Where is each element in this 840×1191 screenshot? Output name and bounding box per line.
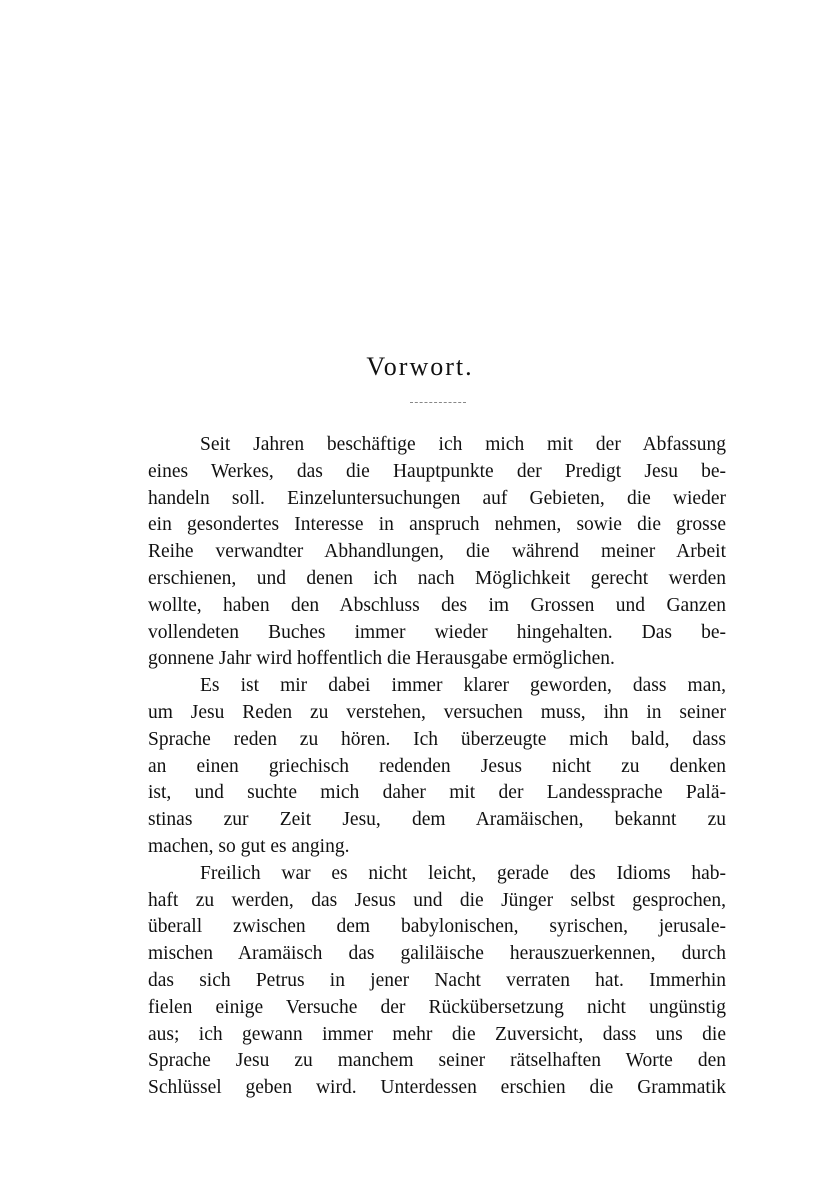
text-line: überall zwischen dem babylonischen, syrischen, jerusale- bbox=[148, 916, 726, 938]
text-line: Es ist mir dabei immer klarer geworden, dass man, bbox=[200, 675, 726, 697]
chapter-heading: Vorwort. bbox=[366, 352, 474, 381]
text-line: fielen einige Versuche der Rückübersetzung nicht ungünstig bbox=[148, 996, 726, 1018]
text-line: Sprache Jesu zu manchem seiner rätselhaften Worte den bbox=[148, 1050, 726, 1072]
text-line: mischen Aramäisch das galiläische herauszuerkennen, durch bbox=[148, 943, 726, 965]
text-line: Sprache reden zu hören. Ich überzeugte mich bald, dass bbox=[148, 728, 726, 750]
paragraph-3 bbox=[148, 861, 726, 1102]
paragraph-1 bbox=[148, 432, 726, 673]
text-line: ist, und suchte mich daher mit der Landessprache Palä- bbox=[148, 782, 726, 804]
text-line: eines Werkes, das die Hauptpunkte der Predigt Jesu be- bbox=[148, 460, 726, 482]
text-line: vollendeten Buches immer wieder hingehalten. Das be- bbox=[148, 621, 726, 643]
text-line: erschienen, und denen ich nach Möglichkeit gerecht werden bbox=[148, 567, 726, 589]
text-line: das sich Petrus in jener Nacht verraten hat. Immerhin bbox=[148, 969, 726, 991]
text-line: machen, so gut es anging. bbox=[148, 835, 350, 857]
body-text bbox=[148, 432, 726, 1102]
paragraph-2 bbox=[148, 673, 726, 861]
text-line: Seit Jahren beschäftige ich mich mit der Abfassung bbox=[200, 434, 726, 455]
text-line: Reihe verwandter Abhandlungen, die während meiner Arbeit bbox=[148, 541, 726, 563]
text-line: haft zu werden, das Jesus und die Jünger selbst gesprochen, bbox=[148, 889, 726, 911]
text-line: wollte, haben den Abschluss des im Grossen und Ganzen bbox=[148, 594, 726, 616]
heading-divider bbox=[410, 402, 466, 403]
text-line: Freilich war es nicht leicht, gerade des Idioms hab- bbox=[200, 862, 726, 884]
text-line: Schlüssel geben wird. Unterdessen erschien die Grammatik bbox=[148, 1077, 726, 1099]
text-line: aus; ich gewann immer mehr die Zuversicht, dass uns die bbox=[148, 1023, 726, 1045]
text-line: um Jesu Reden zu verstehen, versuchen muss, ihn in seiner bbox=[148, 701, 726, 723]
text-line: an einen griechisch redenden Jesus nicht zu denken bbox=[148, 755, 726, 777]
text-line: ein gesondertes Interesse in anspruch nehmen, sowie die grosse bbox=[148, 514, 726, 536]
text-line: handeln soll. Einzeluntersuchungen auf Gebieten, die wieder bbox=[148, 487, 726, 509]
text-line: stinas zur Zeit Jesu, dem Aramäischen, bekannt zu bbox=[148, 809, 726, 831]
text-line: gonnene Jahr wird hoffentlich die Herausgabe ermöglichen. bbox=[148, 648, 615, 670]
